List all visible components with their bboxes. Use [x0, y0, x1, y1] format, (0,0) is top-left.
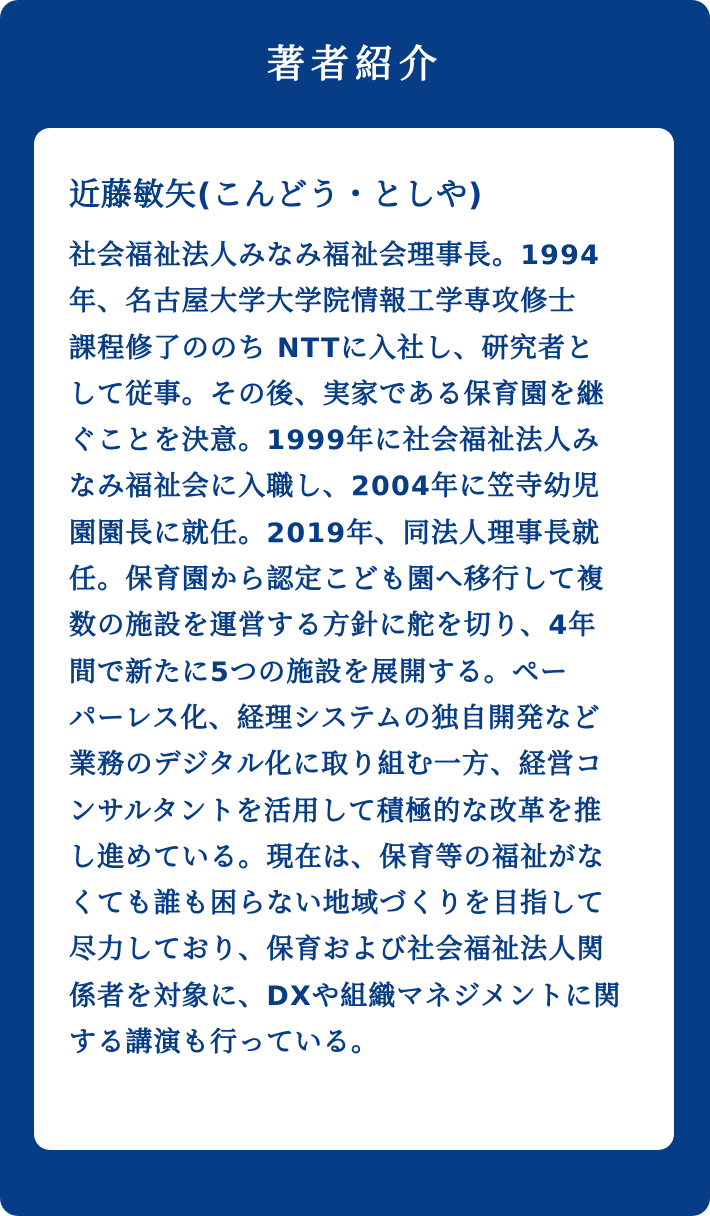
bio-line: し進めている。現在は、保育等の福祉がな: [69, 841, 605, 873]
bio-line: ンサルタントを活用して積極的な改革を推: [69, 795, 603, 827]
bio-line: 社会福祉法人みなみ福祉会理事長。1994: [69, 240, 601, 271]
bio-line: する講演も行っている。: [69, 1027, 380, 1059]
bio-line: パーレス化、経理システムの独自開発など: [69, 702, 601, 734]
bio-line: 課程修了ののち NTTに入社し、研究者と: [69, 332, 595, 364]
author-card: [34, 128, 674, 1150]
bio-line: 係者を対象に、DXや組織マネジメントに関: [69, 980, 622, 1012]
bio-line: 任。保育園から認定こども園へ移行して複: [69, 564, 605, 596]
bio-line: 間で新たに5つの施設を展開する。ペー: [69, 656, 569, 688]
bio-line: 園園長に就任。2019年、同法人理事長就: [69, 517, 601, 549]
bio-line: 数の施設を運営する方針に舵を切り、4年: [69, 610, 597, 642]
bio-line: して従事。その後、実家である保育園を継: [69, 378, 605, 410]
bio-line: なみ福祉会に入職し、2004年に笠寺幼児: [69, 471, 601, 503]
bio-line: 年、名古屋大学大学院情報工学専攻修士: [69, 286, 577, 318]
author-name: 近藤敏矢(こんどう・としや): [69, 177, 484, 213]
bio-line: 尽力しており、保育および社会福祉法人関: [69, 934, 605, 966]
bio-line: くても誰も困らない地域づくりを目指して: [69, 888, 605, 920]
bio-line: 業務のデジタル化に取り組む一方、経営コ: [69, 749, 604, 781]
bio-line: ぐことを決意。1999年に社会福祉法人み: [69, 425, 601, 457]
author-bio: [69, 233, 646, 1066]
section-title: 著者紹介: [266, 42, 443, 86]
